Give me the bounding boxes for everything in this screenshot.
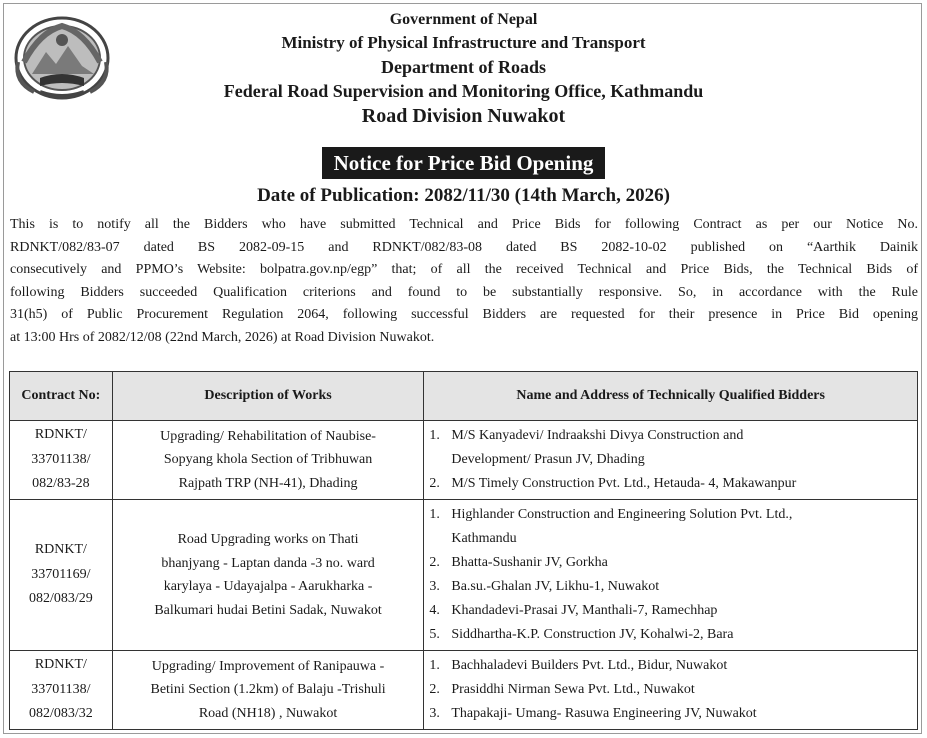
- header-description: Description of Works: [112, 372, 424, 421]
- bidder-item: 1. M/S Kanyadevi/ Indraakshi Divya Construction and Development/ Prasun JV, Dhading: [429, 428, 744, 467]
- header-department: Department of Roads: [381, 57, 546, 77]
- bidder-item: 4. Khandadevi-Prasai JV, Manthali-7, Ramechhap: [429, 603, 718, 618]
- header-ministry: Ministry of Physical Infrastructure and Transport: [281, 33, 646, 52]
- notice-body: [10, 214, 918, 349]
- contract-number-cell: RDNKT/ 33701138/ 082/083/32: [10, 651, 113, 730]
- bidder-item: 2. M/S Timely Construction Pvt. Ltd., Hetauda- 4, Makawanpur: [429, 476, 797, 491]
- bidders-cell: [424, 421, 918, 500]
- body-line: following Bidders succeeded Qualification criterions and found to be substantially responsive. So, in accordance with the Rule: [10, 284, 918, 300]
- header-government: Government of Nepal: [389, 11, 538, 28]
- header-contract-no: Contract No:: [10, 372, 113, 421]
- letterhead: [0, 8, 927, 129]
- table-row: [10, 421, 918, 500]
- body-line: RDNKT/082/83-07 dated BS 2082-09-15 and RDNKT/082/83-08 dated BS 2082-10-02 published on “Aarthik Dainik: [10, 239, 918, 255]
- bidder-item: 3. Thapakaji- Umang- Rasuwa Engineering JV, Nuwakot: [429, 706, 757, 721]
- bidder-item: 2. Prasiddhi Nirman Sewa Pvt. Ltd., Nuwakot: [429, 682, 695, 697]
- contract-number-cell: RDNKT/ 33701138/ 082/83-28: [10, 421, 113, 500]
- body-line: at 13:00 Hrs of 2082/12/08 (22nd March, 2026) at Road Division Nuwakot.: [10, 329, 435, 345]
- description-cell: Upgrading/ Rehabilitation of Naubise- Sopyang khola Section of Tribhuwan Rajpath TRP (NH-41), Dhading: [112, 421, 424, 500]
- table-row: [10, 500, 918, 651]
- notice-title: Notice for Price Bid Opening: [322, 147, 606, 179]
- bidder-item: 1. Bachhaladevi Builders Pvt. Ltd., Bidur, Nuwakot: [429, 658, 728, 673]
- contract-number-cell: RDNKT/ 33701169/ 082/083/29: [10, 500, 113, 651]
- description-cell: Road Upgrading works on Thati bhanjyang - Laptan danda -3 no. ward karylaya - Udayajalpa - Aarukharka - Balkumari hudai Betini Sadak, Nuwakot: [112, 500, 424, 651]
- qualified-bidders-table: [9, 371, 918, 730]
- body-line: 31(h5) of Public Procurement Regulation 2064, following successful Bidders are requested for their presence in Price Bid opening: [10, 307, 918, 322]
- bidders-cell: [424, 651, 918, 730]
- body-line: This is to notify all the Bidders who have submitted Technical and Price Bids for following Contract as per our Notice No.: [10, 217, 918, 232]
- body-line: consecutively and PPMO’s Website: bolpatra.gov.np/egp” that; of all the received Technical and Price Bids, the Technical Bids of: [10, 262, 918, 277]
- header-bidders: Name and Address of Technically Qualified Bidders: [424, 372, 918, 421]
- header-office: Federal Road Supervision and Monitoring Office, Kathmandu: [223, 81, 704, 101]
- bidder-item: 2. Bhatta-Sushanir JV, Gorkha: [429, 555, 608, 570]
- bidder-item: 5. Siddhartha-K.P. Construction JV, Kohalwi-2, Bara: [429, 627, 734, 642]
- header-division: Road Division Nuwakot: [361, 105, 566, 127]
- bidder-item: 3. Ba.su.-Ghalan JV, Likhu-1, Nuwakot: [429, 579, 660, 594]
- notice-title-wrap: [0, 147, 927, 179]
- description-cell: Upgrading/ Improvement of Ranipauwa - Betini Section (1.2km) of Balaju -Trishuli Road (NH18) , Nuwakot: [112, 651, 424, 730]
- table-row: [10, 651, 918, 730]
- bidder-item: 1. Highlander Construction and Engineering Solution Pvt. Ltd., Kathmandu: [429, 507, 793, 546]
- bidders-cell: [424, 500, 918, 651]
- publication-date: Date of Publication: 2082/11/30 (14th March, 2026): [257, 185, 670, 206]
